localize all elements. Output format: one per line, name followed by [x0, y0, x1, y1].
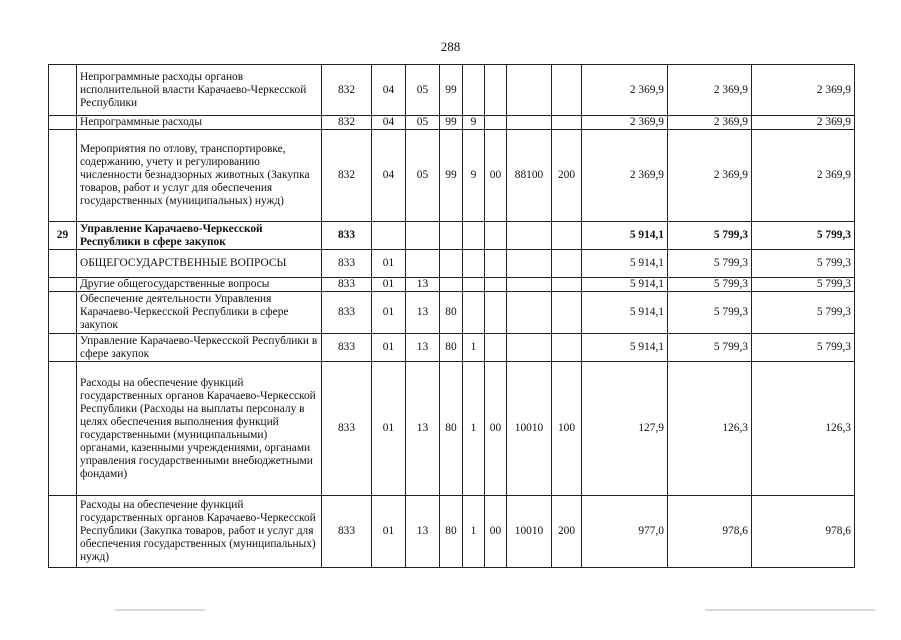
- amount-year-3: 5 799,3: [752, 278, 855, 292]
- page-number: 288: [440, 39, 461, 54]
- amount-year-3: 5 799,3: [752, 250, 855, 278]
- row-number: [49, 292, 77, 334]
- measure-code: [485, 250, 507, 278]
- direction-code: [507, 292, 552, 334]
- table-row: [49, 278, 855, 292]
- expense-name: ОБЩЕГОСУДАРСТВЕННЫЕ ВОПРОСЫ: [77, 250, 322, 278]
- expense-name: Расходы на обеспечение функций государственных органов Карачаево-Черкесской Республики (Закупка товаров, работ и услуг для обеспечения государственных (муниципальных) нужд): [77, 496, 322, 568]
- measure-code: [485, 292, 507, 334]
- amount-year-2: 5 799,3: [668, 222, 752, 250]
- ministry-code: 833: [322, 222, 372, 250]
- measure-code: [485, 278, 507, 292]
- amount-year-1: 2 369,9: [582, 116, 668, 130]
- section-code: 04: [372, 65, 406, 116]
- ministry-code: 833: [322, 278, 372, 292]
- budget-table: [48, 64, 855, 568]
- direction-code: [507, 250, 552, 278]
- expense-name: Непрограммные расходы органов исполнительной власти Карачаево-Черкесской Республики: [77, 65, 322, 116]
- direction-code: [507, 334, 552, 362]
- amount-year-1: 2 369,9: [582, 130, 668, 222]
- subprogram-code: [463, 222, 485, 250]
- subsection-code: 13: [406, 334, 440, 362]
- direction-code: [507, 278, 552, 292]
- expense-type-code: [552, 278, 582, 292]
- subsection-code: 13: [406, 496, 440, 568]
- measure-code: 00: [485, 362, 507, 496]
- amount-year-2: 5 799,3: [668, 250, 752, 278]
- amount-year-3: 2 369,9: [752, 65, 855, 116]
- subprogram-code: 1: [463, 496, 485, 568]
- row-number: 29: [49, 222, 77, 250]
- program-code: [440, 222, 463, 250]
- scan-mark: [705, 609, 875, 611]
- row-number: [49, 116, 77, 130]
- expense-type-code: [552, 250, 582, 278]
- ministry-code: 832: [322, 65, 372, 116]
- subsection-code: 13: [406, 362, 440, 496]
- direction-code: [507, 222, 552, 250]
- ministry-code: 833: [322, 496, 372, 568]
- ministry-code: 833: [322, 250, 372, 278]
- expense-name: Управление Карачаево-Черкесской Республики в сфере закупок: [77, 222, 322, 250]
- table-row: [49, 65, 855, 116]
- expense-type-code: [552, 65, 582, 116]
- ministry-code: 832: [322, 130, 372, 222]
- measure-code: [485, 334, 507, 362]
- subprogram-code: 9: [463, 116, 485, 130]
- program-code: 80: [440, 496, 463, 568]
- measure-code: [485, 222, 507, 250]
- measure-code: 00: [485, 496, 507, 568]
- row-number: [49, 278, 77, 292]
- row-number: [49, 130, 77, 222]
- program-code: 80: [440, 292, 463, 334]
- subprogram-code: [463, 250, 485, 278]
- amount-year-3: 126,3: [752, 362, 855, 496]
- table-row: [49, 362, 855, 496]
- subprogram-code: [463, 278, 485, 292]
- row-number: [49, 496, 77, 568]
- table-row: [49, 222, 855, 250]
- subprogram-code: [463, 292, 485, 334]
- amount-year-1: 2 369,9: [582, 65, 668, 116]
- section-code: 01: [372, 250, 406, 278]
- expense-name: Непрограммные расходы: [77, 116, 322, 130]
- amount-year-2: 5 799,3: [668, 278, 752, 292]
- expense-type-code: [552, 334, 582, 362]
- section-code: 01: [372, 496, 406, 568]
- expense-name: Мероприятия по отлову, транспортировке, содержанию, учету и регулированию численности безнадзорных животных (Закупка товаров, работ и услуг для обеспечения государственных (муниципальных) нужд): [77, 130, 322, 222]
- table-row: [49, 130, 855, 222]
- row-number: [49, 250, 77, 278]
- amount-year-3: 5 799,3: [752, 292, 855, 334]
- amount-year-1: 5 914,1: [582, 250, 668, 278]
- scan-mark: [115, 609, 205, 611]
- ministry-code: 832: [322, 116, 372, 130]
- expense-type-code: [552, 116, 582, 130]
- expense-type-code: 100: [552, 362, 582, 496]
- amount-year-2: 2 369,9: [668, 130, 752, 222]
- amount-year-3: 5 799,3: [752, 222, 855, 250]
- section-code: 04: [372, 116, 406, 130]
- direction-code: 10010: [507, 362, 552, 496]
- subsection-code: 13: [406, 292, 440, 334]
- measure-code: 00: [485, 130, 507, 222]
- expense-name: Расходы на обеспечение функций государственных органов Карачаево-Черкесской Республики (Расходы на выплаты персоналу в целях обеспечения выполнения функций государственными (муниципальными) органами, казенными учреждениями, органами управления государственными внебюджетными фондами): [77, 362, 322, 496]
- expense-name: Обеспечение деятельности Управления Карачаево-Черкесской Республики в сфере закупок: [77, 292, 322, 334]
- direction-code: 10010: [507, 496, 552, 568]
- direction-code: [507, 65, 552, 116]
- amount-year-3: 2 369,9: [752, 130, 855, 222]
- amount-year-3: 978,6: [752, 496, 855, 568]
- amount-year-1: 127,9: [582, 362, 668, 496]
- subprogram-code: 1: [463, 362, 485, 496]
- subsection-code: 05: [406, 116, 440, 130]
- program-code: 80: [440, 362, 463, 496]
- subsection-code: 05: [406, 130, 440, 222]
- ministry-code: 833: [322, 292, 372, 334]
- expense-type-code: 200: [552, 496, 582, 568]
- row-number: [49, 65, 77, 116]
- table-body: [49, 65, 855, 568]
- subsection-code: [406, 250, 440, 278]
- amount-year-3: 5 799,3: [752, 334, 855, 362]
- program-code: [440, 250, 463, 278]
- expense-type-code: 200: [552, 130, 582, 222]
- section-code: 01: [372, 362, 406, 496]
- amount-year-1: 5 914,1: [582, 222, 668, 250]
- section-code: 04: [372, 130, 406, 222]
- amount-year-2: 2 369,9: [668, 116, 752, 130]
- section-code: [372, 222, 406, 250]
- ministry-code: 833: [322, 362, 372, 496]
- section-code: 01: [372, 334, 406, 362]
- amount-year-2: 2 369,9: [668, 65, 752, 116]
- table-row: [49, 250, 855, 278]
- measure-code: [485, 65, 507, 116]
- amount-year-2: 978,6: [668, 496, 752, 568]
- program-code: 99: [440, 130, 463, 222]
- amount-year-1: 977,0: [582, 496, 668, 568]
- program-code: 80: [440, 334, 463, 362]
- program-code: [440, 278, 463, 292]
- amount-year-2: 126,3: [668, 362, 752, 496]
- subsection-code: [406, 222, 440, 250]
- expense-type-code: [552, 222, 582, 250]
- subprogram-code: 9: [463, 130, 485, 222]
- row-number: [49, 334, 77, 362]
- expense-name: Управление Карачаево-Черкесской Республики в сфере закупок: [77, 334, 322, 362]
- subsection-code: 13: [406, 278, 440, 292]
- subprogram-code: 1: [463, 334, 485, 362]
- expense-type-code: [552, 292, 582, 334]
- program-code: 99: [440, 116, 463, 130]
- table-row: [49, 496, 855, 568]
- amount-year-3: 2 369,9: [752, 116, 855, 130]
- measure-code: [485, 116, 507, 130]
- amount-year-1: 5 914,1: [582, 292, 668, 334]
- table-row: [49, 334, 855, 362]
- table-row: [49, 116, 855, 130]
- subprogram-code: [463, 65, 485, 116]
- direction-code: 88100: [507, 130, 552, 222]
- subsection-code: 05: [406, 65, 440, 116]
- amount-year-1: 5 914,1: [582, 334, 668, 362]
- amount-year-2: 5 799,3: [668, 292, 752, 334]
- expense-name: Другие общегосударственные вопросы: [77, 278, 322, 292]
- ministry-code: 833: [322, 334, 372, 362]
- table-row: [49, 292, 855, 334]
- program-code: 99: [440, 65, 463, 116]
- direction-code: [507, 116, 552, 130]
- amount-year-1: 5 914,1: [582, 278, 668, 292]
- section-code: 01: [372, 292, 406, 334]
- section-code: 01: [372, 278, 406, 292]
- amount-year-2: 5 799,3: [668, 334, 752, 362]
- row-number: [49, 362, 77, 496]
